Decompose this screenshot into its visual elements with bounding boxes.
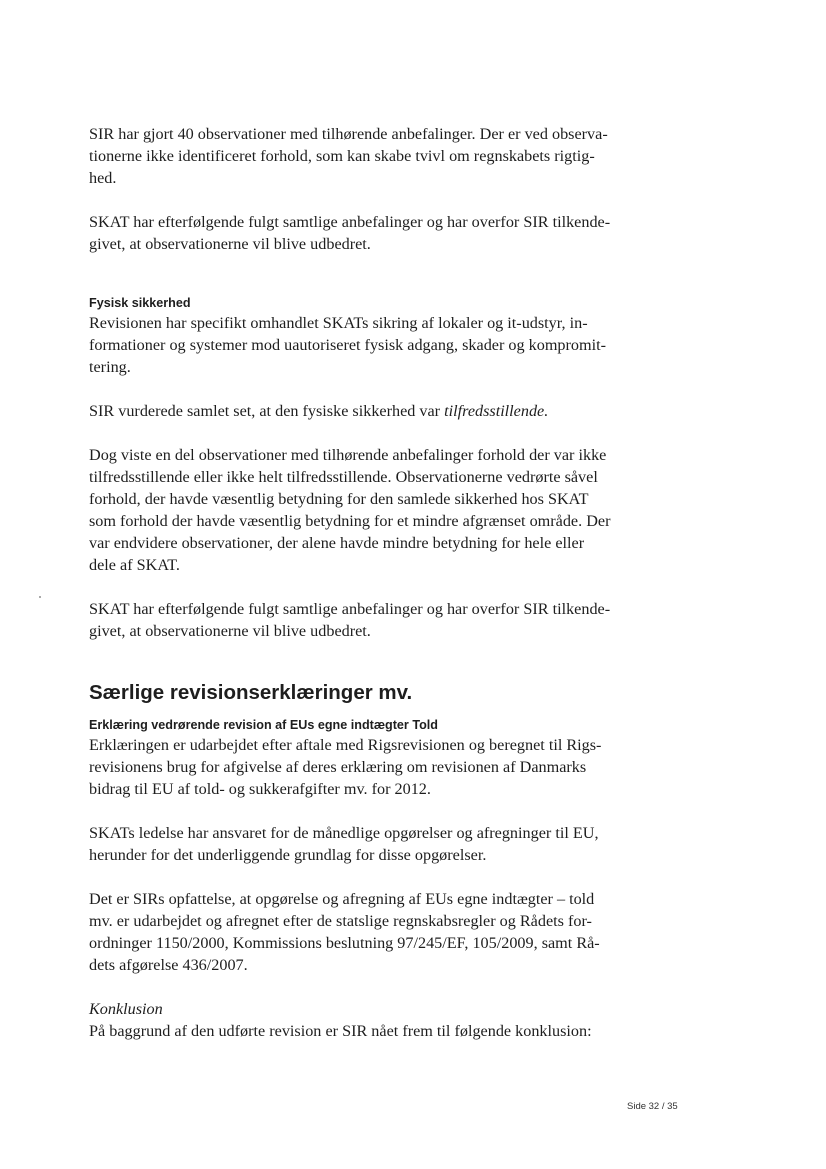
paragraph-fysisk-assessment (89, 400, 614, 422)
assessment-emphasis: tilfredsstillende. (444, 402, 549, 420)
paragraph-fysisk-observations: Dog viste en del observationer med tilhørende anbefalinger forhold der var ikke tilfredsstillende eller ikke helt tilfredsstillende. Observationerne vedrørte såvel forhold, der havde væsentlig betydning for den samlede sikkerhed hos SKAT som forhold der havde væsentlig betydning for et mindre afgrænset område. Der var endvidere observationer, der alene havde mindre betydning for hele eller dele af SKAT. (89, 446, 611, 574)
paragraph-opfattelse: Det er SIRs opfattelse, at opgørelse og afregning af EUs egne indtægter – told mv. er udarbejdet og afregnet efter de statslige regnskabsregler og Rådets for-ordninger 1150/2000, Kommissions beslutning 97/245/EF, 105/2009, samt Rå-dets afgørelse 436/2007. (89, 890, 600, 974)
konklusion-label: Konklusion (89, 1000, 163, 1018)
heading-saerlige-revisionserklaeringer: Særlige revisionserklæringer mv. (89, 681, 413, 704)
heading-konklusion (89, 998, 614, 1020)
page-number: Side 32 / 35 (627, 1101, 678, 1112)
paragraph-erklaering-intro: Erklæringen er udarbejdet efter aftale med Rigsrevisionen og beregnet til Rigs-revisionens brug for afgivelse af deres erklæring om revisionen af Danmarks bidrag til EU af told- og sukkerafgifter mv. for 2012. (89, 736, 602, 798)
paragraph-konklusion: På baggrund af den udførte revision er SIR nået frem til følgende konklusion: (89, 1022, 592, 1040)
margin-mark (39, 596, 41, 598)
heading-fysisk-sikkerhed: Fysisk sikkerhed (89, 296, 191, 310)
heading-erklaering-eu: Erklæring vedrørende revision af EUs egne indtægter Told (89, 718, 438, 732)
document-body (89, 120, 614, 1042)
paragraph-fysisk-followup: SKAT har efterfølgende fulgt samtlige anbefalinger og har overfor SIR tilkende-givet, at observationerne vil blive udbedret. (89, 600, 611, 640)
paragraph-followup: SKAT har efterfølgende fulgt samtlige anbefalinger og har overfor SIR tilkende-givet, at observationerne vil blive udbedret. (89, 213, 611, 253)
paragraph-fysisk-intro: Revisionen har specifikt omhandlet SKATs sikring af lokaler og it-udstyr, in-formationer og systemer mod uautoriseret fysisk adgang, skader og kompromit-tering. (89, 314, 606, 376)
assessment-text: SIR vurderede samlet set, at den fysiske sikkerhed var (89, 402, 445, 420)
paragraph-observations: SIR har gjort 40 observationer med tilhørende anbefalinger. Der er ved observa-tionerne ikke identificeret forhold, som kan skabe tvivl om regnskabets rigtig-hed. (89, 125, 608, 187)
paragraph-ledelse: SKATs ledelse har ansvaret for de månedlige opgørelser og afregninger til EU, herunder for det underliggende grundlag for disse opgørelser. (89, 824, 599, 864)
